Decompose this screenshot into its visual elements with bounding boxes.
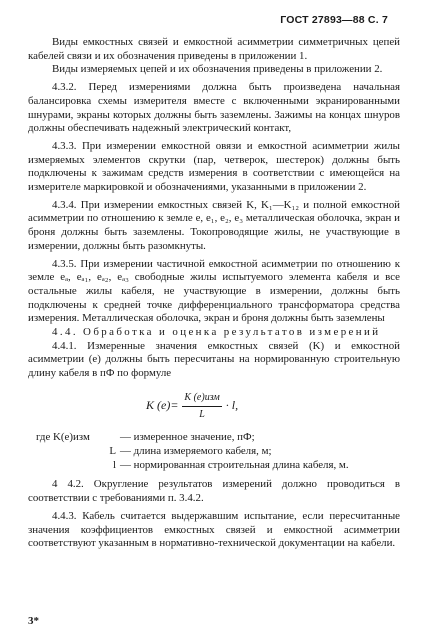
formula-fraction: [182, 391, 221, 421]
formula-definitions: [28, 431, 400, 472]
definition-row: [28, 445, 400, 459]
page-signature-mark: 3*: [28, 615, 39, 627]
paragraph: 4.3.2. Перед измерениями должна быть произведена начальная балансировка схемы измерителя вместе с включенными экранированными шнурами, экраны которых должны быть заземлены. Зажимы на концах шнуров должны обеспечивать надежный электрический контакт,: [28, 81, 400, 135]
formula-denominator: L: [199, 408, 205, 420]
formula: [28, 391, 400, 421]
paragraph: 4.4.3. Кабель считается выдержавшим испытание, если пересчитанные значения коэффициентов емкостных связей и емкостной асимметрии соответствуют указанным в нормативно-технической документации на кабели.: [28, 509, 400, 550]
document-body: [28, 36, 400, 551]
definition-symbol: L: [109, 444, 116, 457]
paragraph: 4.3.5. При измерении частичной емкостной асимметрии по отношению к земле eₐ, eₐ₁, eₐ₂, eₐ₃ свободные жилы испытуемого элемента кабеля и все остальные жилы кабеля, не участвующие в измерении, должны быть подключены к средней точке дифференциального трансформатора средства измерения. Металлическая оболочка, экран и броня должны быть заземлены: [28, 257, 400, 325]
definition-text: — измеренное значение, пФ;: [120, 431, 255, 444]
paragraph: Виды измеряемых цепей и их обозначения приведены в приложении 2.: [52, 63, 383, 76]
paragraph: 4.3.4. При измерении емкостных связей K, K₁—K₁₂ и полной емкостной асимметрии по отношению к земле e, e₁, e₂, e₃ металлическая оболочка, экран и броня должны быть заземлены. Токопроводящие жилы, не участвующие в измерении, должны быть разомкнуты.: [28, 198, 400, 252]
paragraph: 4.3.3. При измерении емкостной овязи и емкостной асимметрии жилы измеряемых элементов скрутки (пар, четверок, шестерок) должны быть подключены к зажимам средств измерения в соответствии с имеющейся на измерителе маркировкой и обозначениями, указанными в приложении 2.: [28, 139, 400, 194]
formula-lhs: K (e)=: [146, 398, 179, 413]
definition-row: [28, 431, 400, 445]
definition-row: [28, 459, 400, 473]
formula-tail: · l,: [225, 398, 239, 413]
formula-numerator: K (e)изм: [182, 391, 221, 407]
paragraph: 4 4.2. Округление результатов измерений должно проводиться в соответствии с требованиями п. 3.4.2.: [28, 478, 400, 505]
definition-symbol: где K(e)изм: [36, 431, 90, 444]
definition-symbol: l: [112, 458, 116, 471]
section-title: 4.4. Обработка и оценка результатов измерений: [52, 326, 381, 339]
paragraph: 4.4.1. Измеренные значения емкостных связей (K) и емкостной асимметрии (e) должны быть пересчитаны на нормированную строительную длину кабеля в пФ по формуле: [28, 339, 400, 380]
paragraph: Виды емкостных связей и емкостной асимметрии симметричных цепей кабелей связи и их обозначения приведены в приложении 1.: [28, 36, 400, 62]
page-header: ГОСТ 27893—88 С. 7: [280, 14, 388, 26]
definition-text: — длина измеряемого кабеля, м;: [120, 444, 272, 457]
definition-text: — нормированная строительная длина кабеля, м.: [120, 458, 349, 471]
